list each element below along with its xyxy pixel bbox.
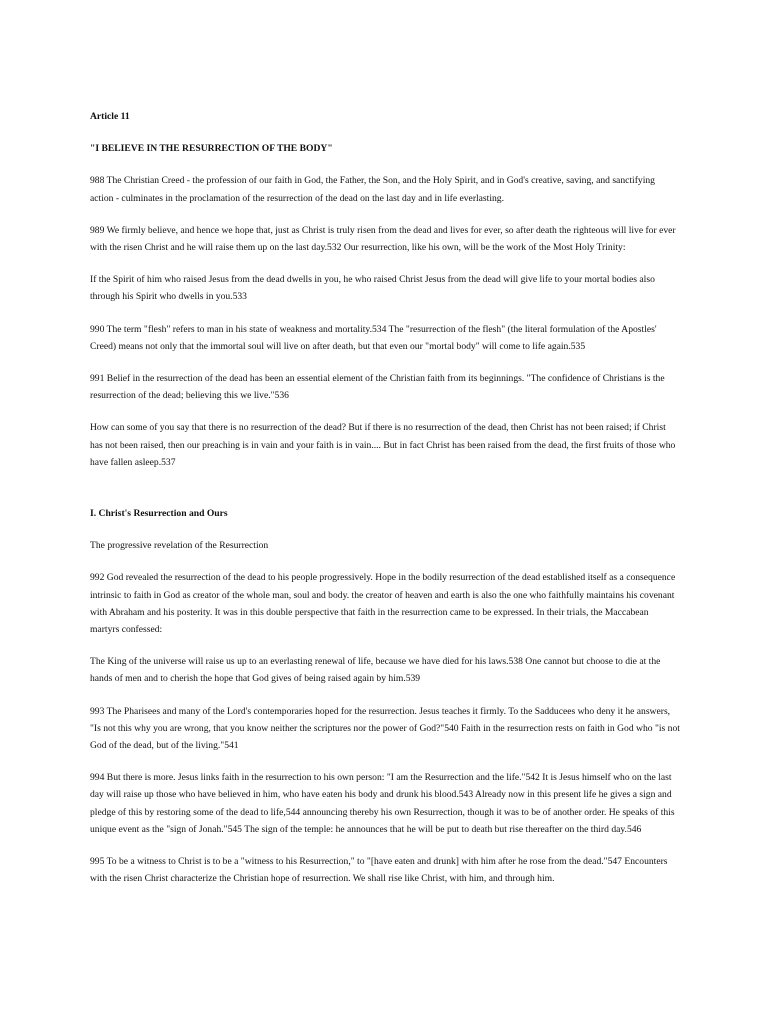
subheading: The progressive revelation of the Resurrection — [90, 540, 269, 552]
paragraph-989: 989 We firmly believe, and hence we hope that, just as Christ is truly risen from the dead and lives for ever, so after death the righteous will live for ever with the risen Christ and he will raise them up on the last day.532 Our resurrection, like his own, will be the work of the Most Holy Trinity: — [90, 224, 676, 254]
section-heading: I. Christ's Resurrection and Ours — [90, 508, 228, 520]
paragraph-992: 992 God revealed the resurrection of the dead to his people progressively. Hope in the bodily resurrection of the dead established itself as a consequence intrinsic to faith in God as creator of the whole man, soul and body. the creator of heaven and earth is also the one who faithfully maintains his covenant with Abraham and his posterity. It was in this double perspective that faith in the resurrection came to be expressed. In their trials, the Maccabean martyrs confessed: — [90, 572, 676, 636]
quote-romans: If the Spirit of him who raised Jesus from the dead dwells in you, he who raised Christ Jesus from the dead will give life to your mortal bodies also through his Spirit who dwells in you.533 — [90, 274, 655, 303]
paragraph-990: 990 The term "flesh" refers to man in his state of weakness and mortality.534 The "resurrection of the flesh" (the literal formulation of the Apostles' Creed) means not only that the immortal soul will live on after death, but that even our "mortal body" will come to life again.535 — [90, 323, 657, 352]
quote-corinthians: How can some of you say that there is no resurrection of the dead? But if there is no resurrection of the dead, then Christ has not been raised; if Christ has not been raised, then our preaching is in vain and your faith is in vain.... But in fact Christ has been raised from the dead, the first fruits of those who have fallen asleep.537 — [90, 422, 676, 468]
document-page — [90, 108, 680, 903]
paragraph-991: 991 Belief in the resurrection of the dead has been an essential element of the Christian faith from its beginnings. "The confidence of Christians is the resurrection of the dead; believing this we live."536 — [90, 373, 665, 402]
paragraph-994: 994 But there is more. Jesus links faith in the resurrection to his own person: "I am the Resurrection and the life."542 It is Jesus himself who on the last day will raise up those who have believed in him, who have eaten his body and drunk his blood.543 Already now in this present life he gives a sign and pledge of this by restoring some of the dead to life,544 announcing thereby his own Resurrection, though it was to be of another order. He speaks of this unique event as the "sign of Jonah."545 The sign of the temple: he announces that he will be put to death but rise thereafter on the third day.546 — [90, 772, 675, 835]
paragraph-988: 988 The Christian Creed - the profession of our faith in God, the Father, the Son, and the Holy Spirit, and in God's creative, saving, and sanctifying action - culminates in the proclamation of the resurrection of the dead on the last day and in life everlasting. — [90, 175, 655, 204]
paragraph-995: 995 To be a witness to Christ is to be a "witness to his Resurrection," to "[have eaten and drunk] with him after he rose from the dead."547 Encounters with the risen Christ characterize the Christian hope of resurrection. We shall rise like Christ, with him, and through him. — [90, 856, 668, 885]
article-title: "I BELIEVE IN THE RESURRECTION OF THE BODY" — [90, 143, 333, 155]
quote-maccabees: The King of the universe will raise us up to an everlasting renewal of life, because we have died for his laws.538 One cannot but choose to die at the hands of men and to cherish the hope that God gives of being raised again by him.539 — [90, 656, 661, 685]
article-label: Article 11 — [90, 111, 130, 122]
paragraph-993: 993 The Pharisees and many of the Lord's contemporaries hoped for the resurrection. Jesus teaches it firmly. To the Sadducees who deny it he answers, "Is not this why you are wrong, that you know neither the scriptures nor the power of God?"540 Faith in the resurrection rests on faith in God who "is not God of the dead, but of the living."541 — [90, 705, 680, 752]
